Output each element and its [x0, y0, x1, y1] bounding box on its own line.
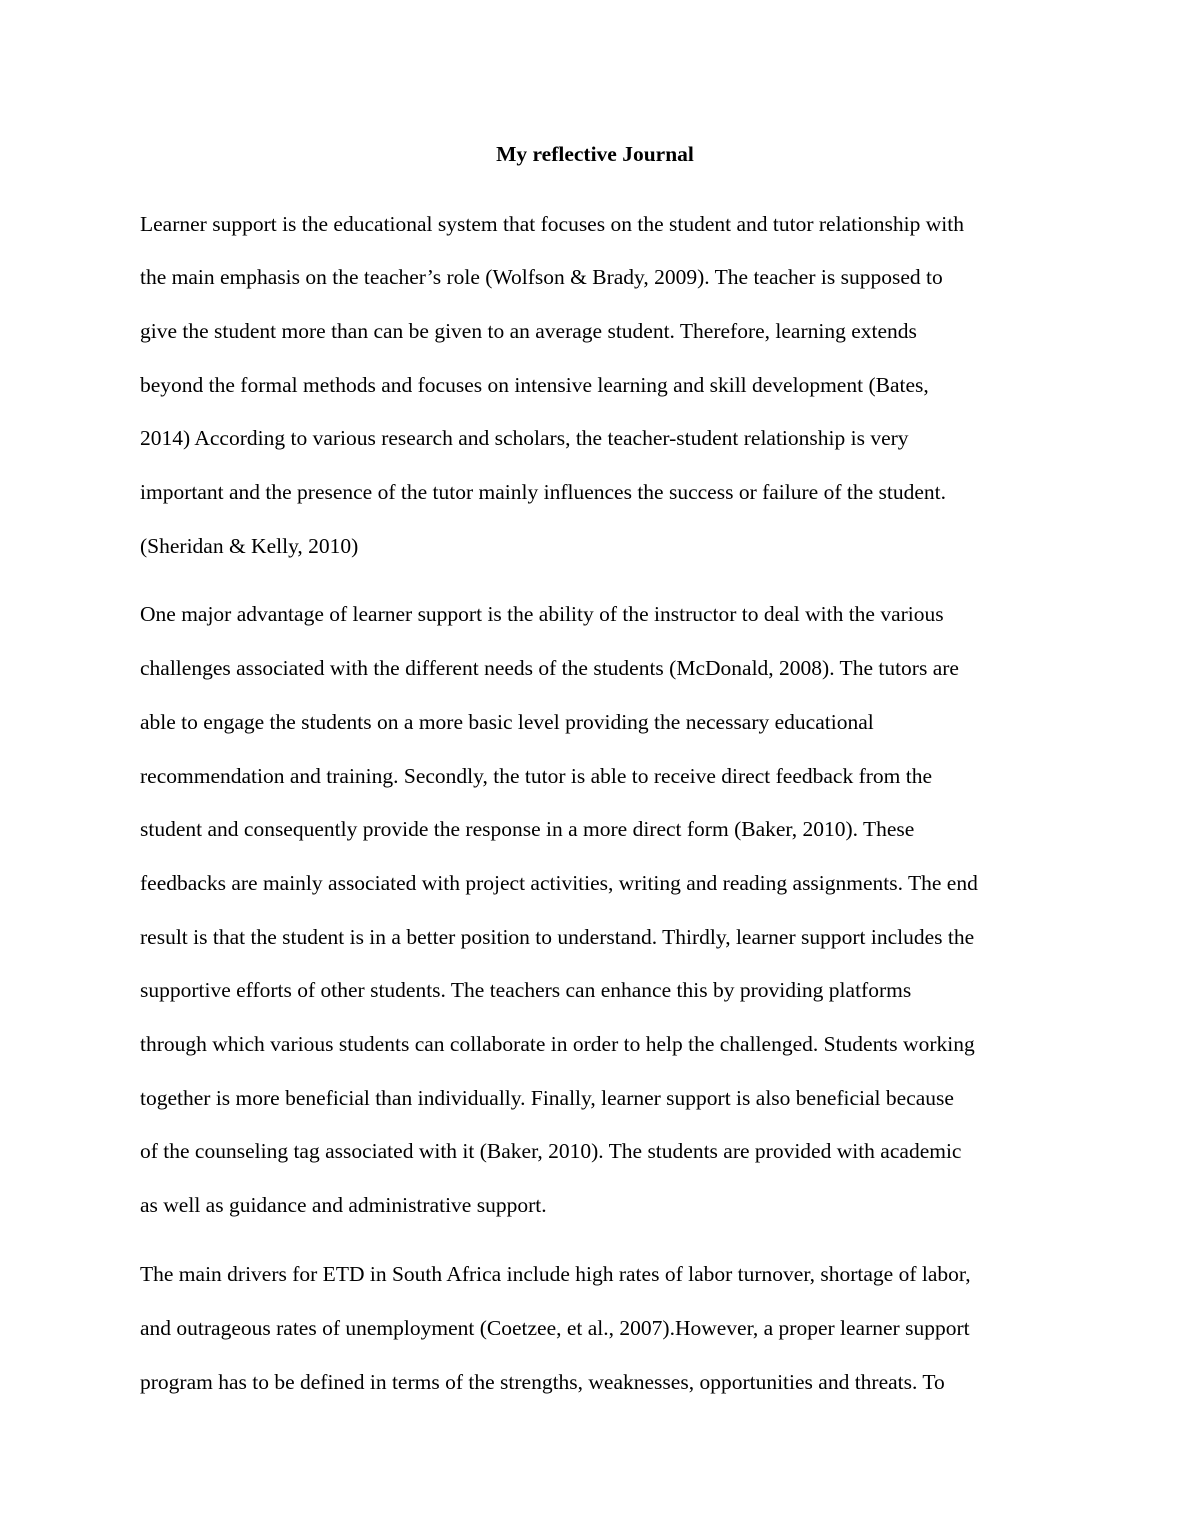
paragraph-1-line: Learner support is the educational system that focuses on the student and tutor relationship with	[140, 212, 964, 236]
paragraph-1-line: give the student more than can be given to an average student. Therefore, learning extends	[140, 319, 917, 343]
page-title: My reflective Journal	[496, 142, 694, 166]
paragraph-2-line: together is more beneficial than individually. Finally, learner support is also beneficial because	[140, 1086, 954, 1110]
paragraph-3-line: The main drivers for ETD in South Africa include high rates of labor turnover, shortage of labor,	[140, 1262, 971, 1286]
paragraph-2-line: result is that the student is in a better position to understand. Thirdly, learner support includes the	[140, 925, 975, 949]
paragraph-1-line: important and the presence of the tutor mainly influences the success or failure of the student.	[140, 480, 946, 504]
paragraph-2-line: feedbacks are mainly associated with project activities, writing and reading assignments. The end	[140, 871, 978, 895]
paragraph-2-line: recommendation and training. Secondly, the tutor is able to receive direct feedback from the	[140, 764, 933, 788]
paragraph-1-line: (Sheridan & Kelly, 2010)	[140, 534, 359, 558]
paragraph-1-line: 2014) According to various research and scholars, the teacher-student relationship is very	[140, 426, 909, 450]
paragraph-2-line: supportive efforts of other students. The teachers can enhance this by providing platforms	[140, 978, 912, 1002]
paragraph-2-line: through which various students can collaborate in order to help the challenged. Students working	[140, 1032, 975, 1056]
paragraph-3-line: and outrageous rates of unemployment (Coetzee, et al., 2007).However, a proper learner support	[140, 1316, 970, 1340]
paragraph-2-line: as well as guidance and administrative support.	[140, 1193, 547, 1217]
paragraph-3-line: program has to be defined in terms of the strengths, weaknesses, opportunities and threats. To	[140, 1370, 945, 1394]
paragraph-2-line: able to engage the students on a more basic level providing the necessary educational	[140, 710, 874, 734]
paragraph-2-line: challenges associated with the different needs of the students (McDonald, 2008). The tutors are	[140, 656, 959, 680]
paragraph-2-line: of the counseling tag associated with it (Baker, 2010). The students are provided with academic	[140, 1139, 962, 1163]
paragraph-1-line: beyond the formal methods and focuses on intensive learning and skill development (Bates,	[140, 373, 929, 397]
paragraph-2-line: student and consequently provide the response in a more direct form (Baker, 2010). These	[140, 817, 915, 841]
paragraph-2-line: One major advantage of learner support is the ability of the instructor to deal with the various	[140, 602, 944, 626]
paragraph-1-line: the main emphasis on the teacher’s role (Wolfson & Brady, 2009). The teacher is supposed to	[140, 265, 943, 289]
